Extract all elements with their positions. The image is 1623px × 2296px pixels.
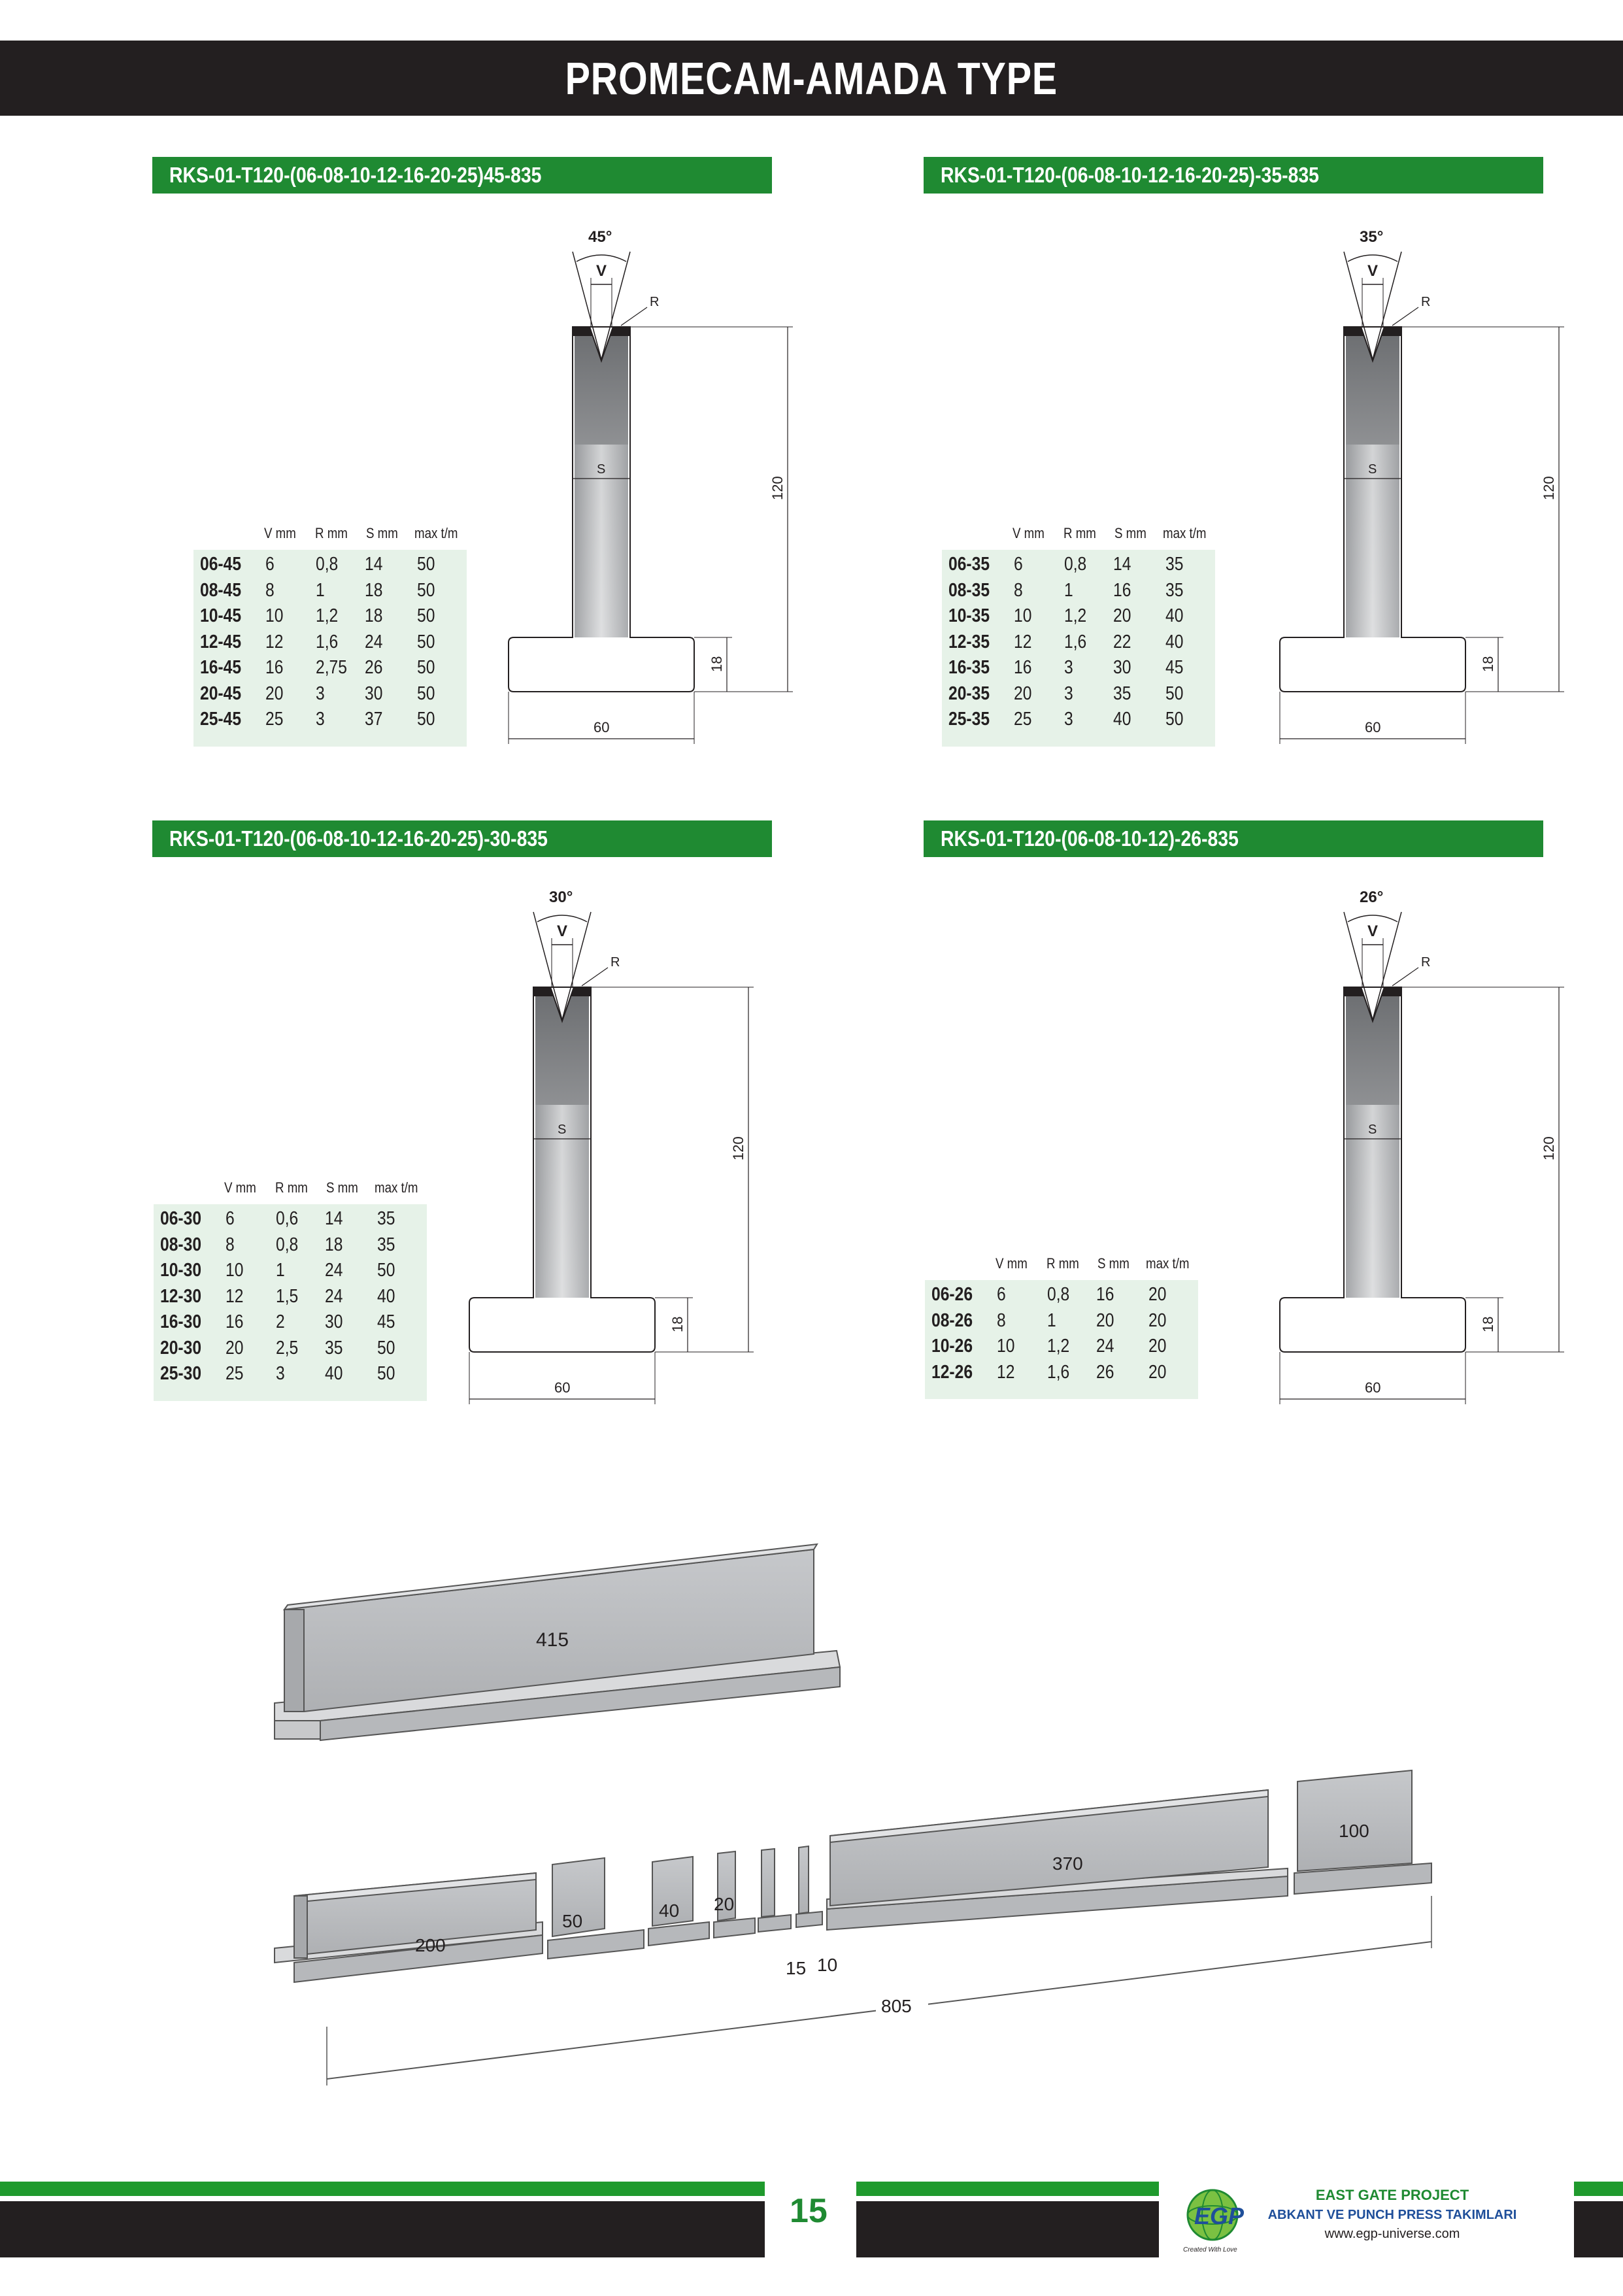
r-leader xyxy=(582,968,608,986)
table-cell: 12 xyxy=(226,1285,244,1307)
table-cell: 20 xyxy=(265,683,284,704)
column-header: V mm xyxy=(996,1255,1028,1272)
company-subtitle: ABKANT VE PUNCH PRESS TAKIMLARI xyxy=(1267,2208,1517,2222)
column-header: max t/m xyxy=(375,1179,418,1196)
table-cell: 20 xyxy=(226,1337,244,1359)
product-code: 06-26 xyxy=(931,1284,973,1305)
product-code: 16-30 xyxy=(160,1311,202,1332)
table-cell: 1 xyxy=(1064,579,1073,601)
table-cell: 10 xyxy=(1014,605,1032,626)
table-cell: 25 xyxy=(1014,709,1032,730)
product-code: 12-35 xyxy=(948,631,990,652)
table-cell: 20 xyxy=(1148,1361,1167,1383)
table-cell: 20 xyxy=(1148,1336,1167,1357)
table-cell: 35 xyxy=(1165,554,1184,575)
table-cell: 50 xyxy=(377,1260,395,1281)
column-header: S mm xyxy=(1097,1255,1129,1272)
table-cell: 3 xyxy=(1064,709,1073,730)
footer-dark-bar-mid xyxy=(856,2201,1159,2257)
base-height-label: 18 xyxy=(1480,656,1496,672)
table-cell: 40 xyxy=(377,1285,395,1307)
table-cell: 18 xyxy=(365,605,383,626)
table-cell: 30 xyxy=(1113,657,1131,678)
table-cell: 50 xyxy=(417,631,435,652)
section-header-3 xyxy=(152,820,772,857)
punch-profile-30 xyxy=(444,883,758,1419)
segment-label: 20 xyxy=(714,1894,735,1914)
table-cell: 1 xyxy=(276,1260,285,1281)
width-label: 60 xyxy=(1365,1379,1381,1396)
table-cell: 20 xyxy=(1014,683,1032,704)
product-code: 08-35 xyxy=(948,579,990,601)
table-cell: 6 xyxy=(265,554,275,575)
base-height-label: 18 xyxy=(709,656,725,672)
table-cell: 1,2 xyxy=(316,605,339,626)
table-cell: 1 xyxy=(316,579,325,601)
table-cell: 14 xyxy=(365,554,383,575)
section-code: RKS-01-T120-(06-08-10-12-16-20-25)-30-835 xyxy=(169,826,548,851)
page-number: 15 xyxy=(790,2192,828,2230)
product-code: 10-26 xyxy=(931,1336,973,1357)
segment-label: 100 xyxy=(1339,1821,1369,1841)
width-label: 60 xyxy=(1365,719,1381,735)
company-website[interactable]: www.egp-universe.com xyxy=(1324,2227,1460,2241)
table-cell: 3 xyxy=(276,1363,285,1384)
s-label: S xyxy=(1368,462,1377,477)
table-cell: 2,5 xyxy=(276,1337,299,1359)
segment-label: 50 xyxy=(562,1911,583,1931)
table-cell: 40 xyxy=(325,1363,343,1384)
table-cell: 50 xyxy=(377,1363,395,1384)
r-leader xyxy=(1392,968,1418,986)
table-cell: 20 xyxy=(1096,1309,1114,1331)
table-cell: 24 xyxy=(325,1260,343,1281)
column-header: R mm xyxy=(1046,1255,1079,1272)
section-code: RKS-01-T120-(06-08-10-12-16-20-25)45-835 xyxy=(169,163,542,187)
product-code: 16-35 xyxy=(948,657,990,678)
table-cell: 50 xyxy=(417,657,435,678)
section-header-2 xyxy=(924,157,1543,194)
v-label: V xyxy=(557,922,568,940)
angle-arc xyxy=(1348,255,1397,262)
height-label: 120 xyxy=(769,476,786,500)
base-height-label: 18 xyxy=(1480,1316,1496,1332)
width-label: 60 xyxy=(594,719,610,735)
punch-profile-26 xyxy=(1255,883,1569,1419)
table-cell: 40 xyxy=(1113,709,1131,730)
product-code: 12-30 xyxy=(160,1285,202,1307)
product-code: 06-45 xyxy=(200,554,242,575)
section-header-1 xyxy=(152,157,772,194)
table-cell: 18 xyxy=(325,1234,343,1255)
footer-dark-bar-right xyxy=(1574,2201,1623,2257)
table-cell: 50 xyxy=(417,605,435,626)
table-cell: 2 xyxy=(276,1311,285,1332)
height-label: 120 xyxy=(730,1136,746,1160)
table-cell: 0,8 xyxy=(1064,554,1087,575)
angle-arc xyxy=(537,915,587,922)
table-cell: 16 xyxy=(1014,657,1032,678)
table-cell: 50 xyxy=(417,683,435,704)
table-cell: 16 xyxy=(265,657,284,678)
angle-arc xyxy=(1348,915,1397,922)
table-cell: 0,8 xyxy=(316,554,339,575)
punch-profile-35 xyxy=(1255,222,1569,758)
table-cell: 6 xyxy=(226,1208,235,1229)
product-code: 12-26 xyxy=(931,1361,973,1383)
angle-label: 26° xyxy=(1360,888,1384,906)
segment-100 xyxy=(1294,1770,1431,1894)
table-cell: 50 xyxy=(1165,709,1184,730)
table-cell: 12 xyxy=(997,1361,1015,1383)
v-label: V xyxy=(596,262,607,280)
column-header: R mm xyxy=(275,1179,308,1196)
table-cell: 37 xyxy=(365,709,383,730)
r-leader xyxy=(621,307,647,326)
table-cell: 50 xyxy=(417,579,435,601)
column-header: S mm xyxy=(366,525,398,541)
table-cell: 10 xyxy=(997,1336,1015,1357)
table-cell: 1,5 xyxy=(276,1285,299,1307)
width-label: 60 xyxy=(554,1379,571,1396)
table-cell: 30 xyxy=(365,683,383,704)
table-cell: 26 xyxy=(1096,1361,1114,1383)
table-cell: 40 xyxy=(1165,605,1184,626)
table-cell: 14 xyxy=(325,1208,343,1229)
table-cell: 18 xyxy=(365,579,383,601)
table-cell: 8 xyxy=(1014,579,1023,601)
segment-label: 15 xyxy=(786,1958,807,1978)
segment-label: 10 xyxy=(817,1955,838,1975)
table-cell: 16 xyxy=(226,1311,244,1332)
product-code: 12-45 xyxy=(200,631,242,652)
table-cell: 12 xyxy=(265,631,284,652)
product-code: 10-45 xyxy=(200,605,242,626)
table-cell: 50 xyxy=(1165,683,1184,704)
s-label: S xyxy=(558,1123,567,1137)
table-cell: 35 xyxy=(1165,579,1184,601)
column-header: S mm xyxy=(326,1179,358,1196)
table-cell: 50 xyxy=(417,554,435,575)
table-cell: 3 xyxy=(316,683,325,704)
table-cell: 35 xyxy=(377,1208,395,1229)
product-code: 10-35 xyxy=(948,605,990,626)
table-cell: 25 xyxy=(265,709,284,730)
section-header-4 xyxy=(924,820,1543,857)
column-header: V mm xyxy=(264,525,296,541)
table-cell: 26 xyxy=(365,657,383,678)
table-cell: 3 xyxy=(1064,683,1073,704)
footer-dark-bar-left xyxy=(0,2201,765,2257)
company-block xyxy=(1262,2187,1523,2242)
segment-label: 370 xyxy=(1052,1853,1083,1874)
height-label: 120 xyxy=(1541,476,1557,500)
table-cell: 1 xyxy=(1047,1309,1056,1331)
product-code: 08-45 xyxy=(200,579,242,601)
segment-50 xyxy=(548,1858,644,1959)
table-cell: 1,2 xyxy=(1064,605,1087,626)
table-cell: 24 xyxy=(325,1285,343,1307)
table-cell: 0,8 xyxy=(276,1234,299,1255)
product-code: 06-30 xyxy=(160,1208,202,1229)
column-header: max t/m xyxy=(414,525,458,541)
table-cell: 35 xyxy=(1113,683,1131,704)
product-code: 16-45 xyxy=(200,657,242,678)
table-cell: 6 xyxy=(997,1284,1006,1305)
product-code: 08-30 xyxy=(160,1234,202,1255)
base-height-label: 18 xyxy=(669,1316,686,1332)
column-header: R mm xyxy=(1063,525,1096,541)
page-title-bar xyxy=(0,41,1623,116)
logo-text: EGP xyxy=(1194,2203,1245,2229)
product-code: 25-30 xyxy=(160,1363,202,1384)
product-code: 06-35 xyxy=(948,554,990,575)
r-label: R xyxy=(650,295,660,309)
company-name: EAST GATE PROJECT xyxy=(1315,2187,1469,2203)
table-cell: 3 xyxy=(1064,657,1073,678)
table-cell: 35 xyxy=(377,1234,395,1255)
product-code: 08-26 xyxy=(931,1309,973,1331)
table-cell: 35 xyxy=(325,1337,343,1359)
table-cell: 1,6 xyxy=(1064,631,1087,652)
column-header: R mm xyxy=(315,525,348,541)
table-cell: 16 xyxy=(1096,1284,1114,1305)
table-cell: 10 xyxy=(265,605,284,626)
table-cell: 40 xyxy=(1165,631,1184,652)
angle-label: 35° xyxy=(1360,228,1384,246)
segment-40 xyxy=(648,1857,709,1946)
total-length-label: 805 xyxy=(881,1996,912,2016)
angle-label: 30° xyxy=(549,888,573,906)
segment-200 xyxy=(275,1873,543,1982)
table-cell: 30 xyxy=(325,1311,343,1332)
column-header: max t/m xyxy=(1146,1255,1190,1272)
table-cell: 10 xyxy=(226,1260,244,1281)
page-title: PROMECAM-AMADA TYPE xyxy=(565,52,1058,104)
column-header: V mm xyxy=(1012,525,1045,541)
table-cell: 25 xyxy=(226,1363,244,1384)
v-label: V xyxy=(1367,922,1379,940)
product-code: 20-45 xyxy=(200,683,242,704)
column-header: S mm xyxy=(1114,525,1146,541)
product-code: 25-35 xyxy=(948,709,990,730)
segment-set-illustration xyxy=(248,1530,1451,2105)
v-label: V xyxy=(1367,262,1379,280)
table-cell: 24 xyxy=(1096,1336,1114,1357)
angle-arc xyxy=(577,255,626,262)
segment-370 xyxy=(827,1790,1288,1930)
table-cell: 45 xyxy=(377,1311,395,1332)
segment-415 xyxy=(275,1544,840,1740)
table-cell: 50 xyxy=(417,709,435,730)
table-cell: 24 xyxy=(365,631,383,652)
table-cell: 3 xyxy=(316,709,325,730)
table-cell: 8 xyxy=(265,579,275,601)
section-code: RKS-01-T120-(06-08-10-12-16-20-25)-35-835 xyxy=(941,163,1319,187)
table-cell: 20 xyxy=(1148,1309,1167,1331)
angle-label: 45° xyxy=(588,228,612,246)
product-code: 20-35 xyxy=(948,683,990,704)
table-cell: 8 xyxy=(226,1234,235,1255)
column-header: V mm xyxy=(224,1179,256,1196)
table-cell: 1,6 xyxy=(316,631,339,652)
s-label: S xyxy=(1368,1123,1377,1137)
product-code: 10-30 xyxy=(160,1260,202,1281)
table-cell: 50 xyxy=(377,1337,395,1359)
table-cell: 0,8 xyxy=(1047,1284,1070,1305)
r-label: R xyxy=(1421,295,1431,309)
segment-label: 415 xyxy=(536,1629,569,1651)
table-cell: 20 xyxy=(1113,605,1131,626)
segment-label: 200 xyxy=(415,1935,446,1955)
punch-profile-45 xyxy=(484,222,797,758)
height-label: 120 xyxy=(1541,1136,1557,1160)
table-cell: 1,2 xyxy=(1047,1336,1070,1357)
column-header: max t/m xyxy=(1163,525,1207,541)
section-code: RKS-01-T120-(06-08-10-12)-26-835 xyxy=(941,826,1239,851)
table-cell: 20 xyxy=(1148,1284,1167,1305)
table-cell: 2,75 xyxy=(316,657,347,678)
table-cell: 45 xyxy=(1165,657,1184,678)
egp-logo xyxy=(1177,2184,1248,2255)
footer-green-bar-right xyxy=(1574,2182,1623,2196)
segment-20 xyxy=(714,1851,755,1938)
table-cell: 6 xyxy=(1014,554,1023,575)
table-cell: 12 xyxy=(1014,631,1032,652)
logo-tagline: Created With Love xyxy=(1183,2246,1237,2254)
table-cell: 0,6 xyxy=(276,1208,299,1229)
table-cell: 1,6 xyxy=(1047,1361,1070,1383)
table-cell: 14 xyxy=(1113,554,1131,575)
product-code: 20-30 xyxy=(160,1337,202,1359)
footer-green-bar-left xyxy=(0,2182,765,2196)
r-leader xyxy=(1392,307,1418,326)
r-label: R xyxy=(1421,955,1431,970)
table-cell: 22 xyxy=(1113,631,1131,652)
segment-label: 40 xyxy=(659,1900,680,1921)
footer-green-bar-mid xyxy=(856,2182,1159,2196)
table-cell: 16 xyxy=(1113,579,1131,601)
r-label: R xyxy=(611,955,620,970)
product-code: 25-45 xyxy=(200,709,242,730)
table-cell: 8 xyxy=(997,1309,1006,1331)
s-label: S xyxy=(597,462,606,477)
